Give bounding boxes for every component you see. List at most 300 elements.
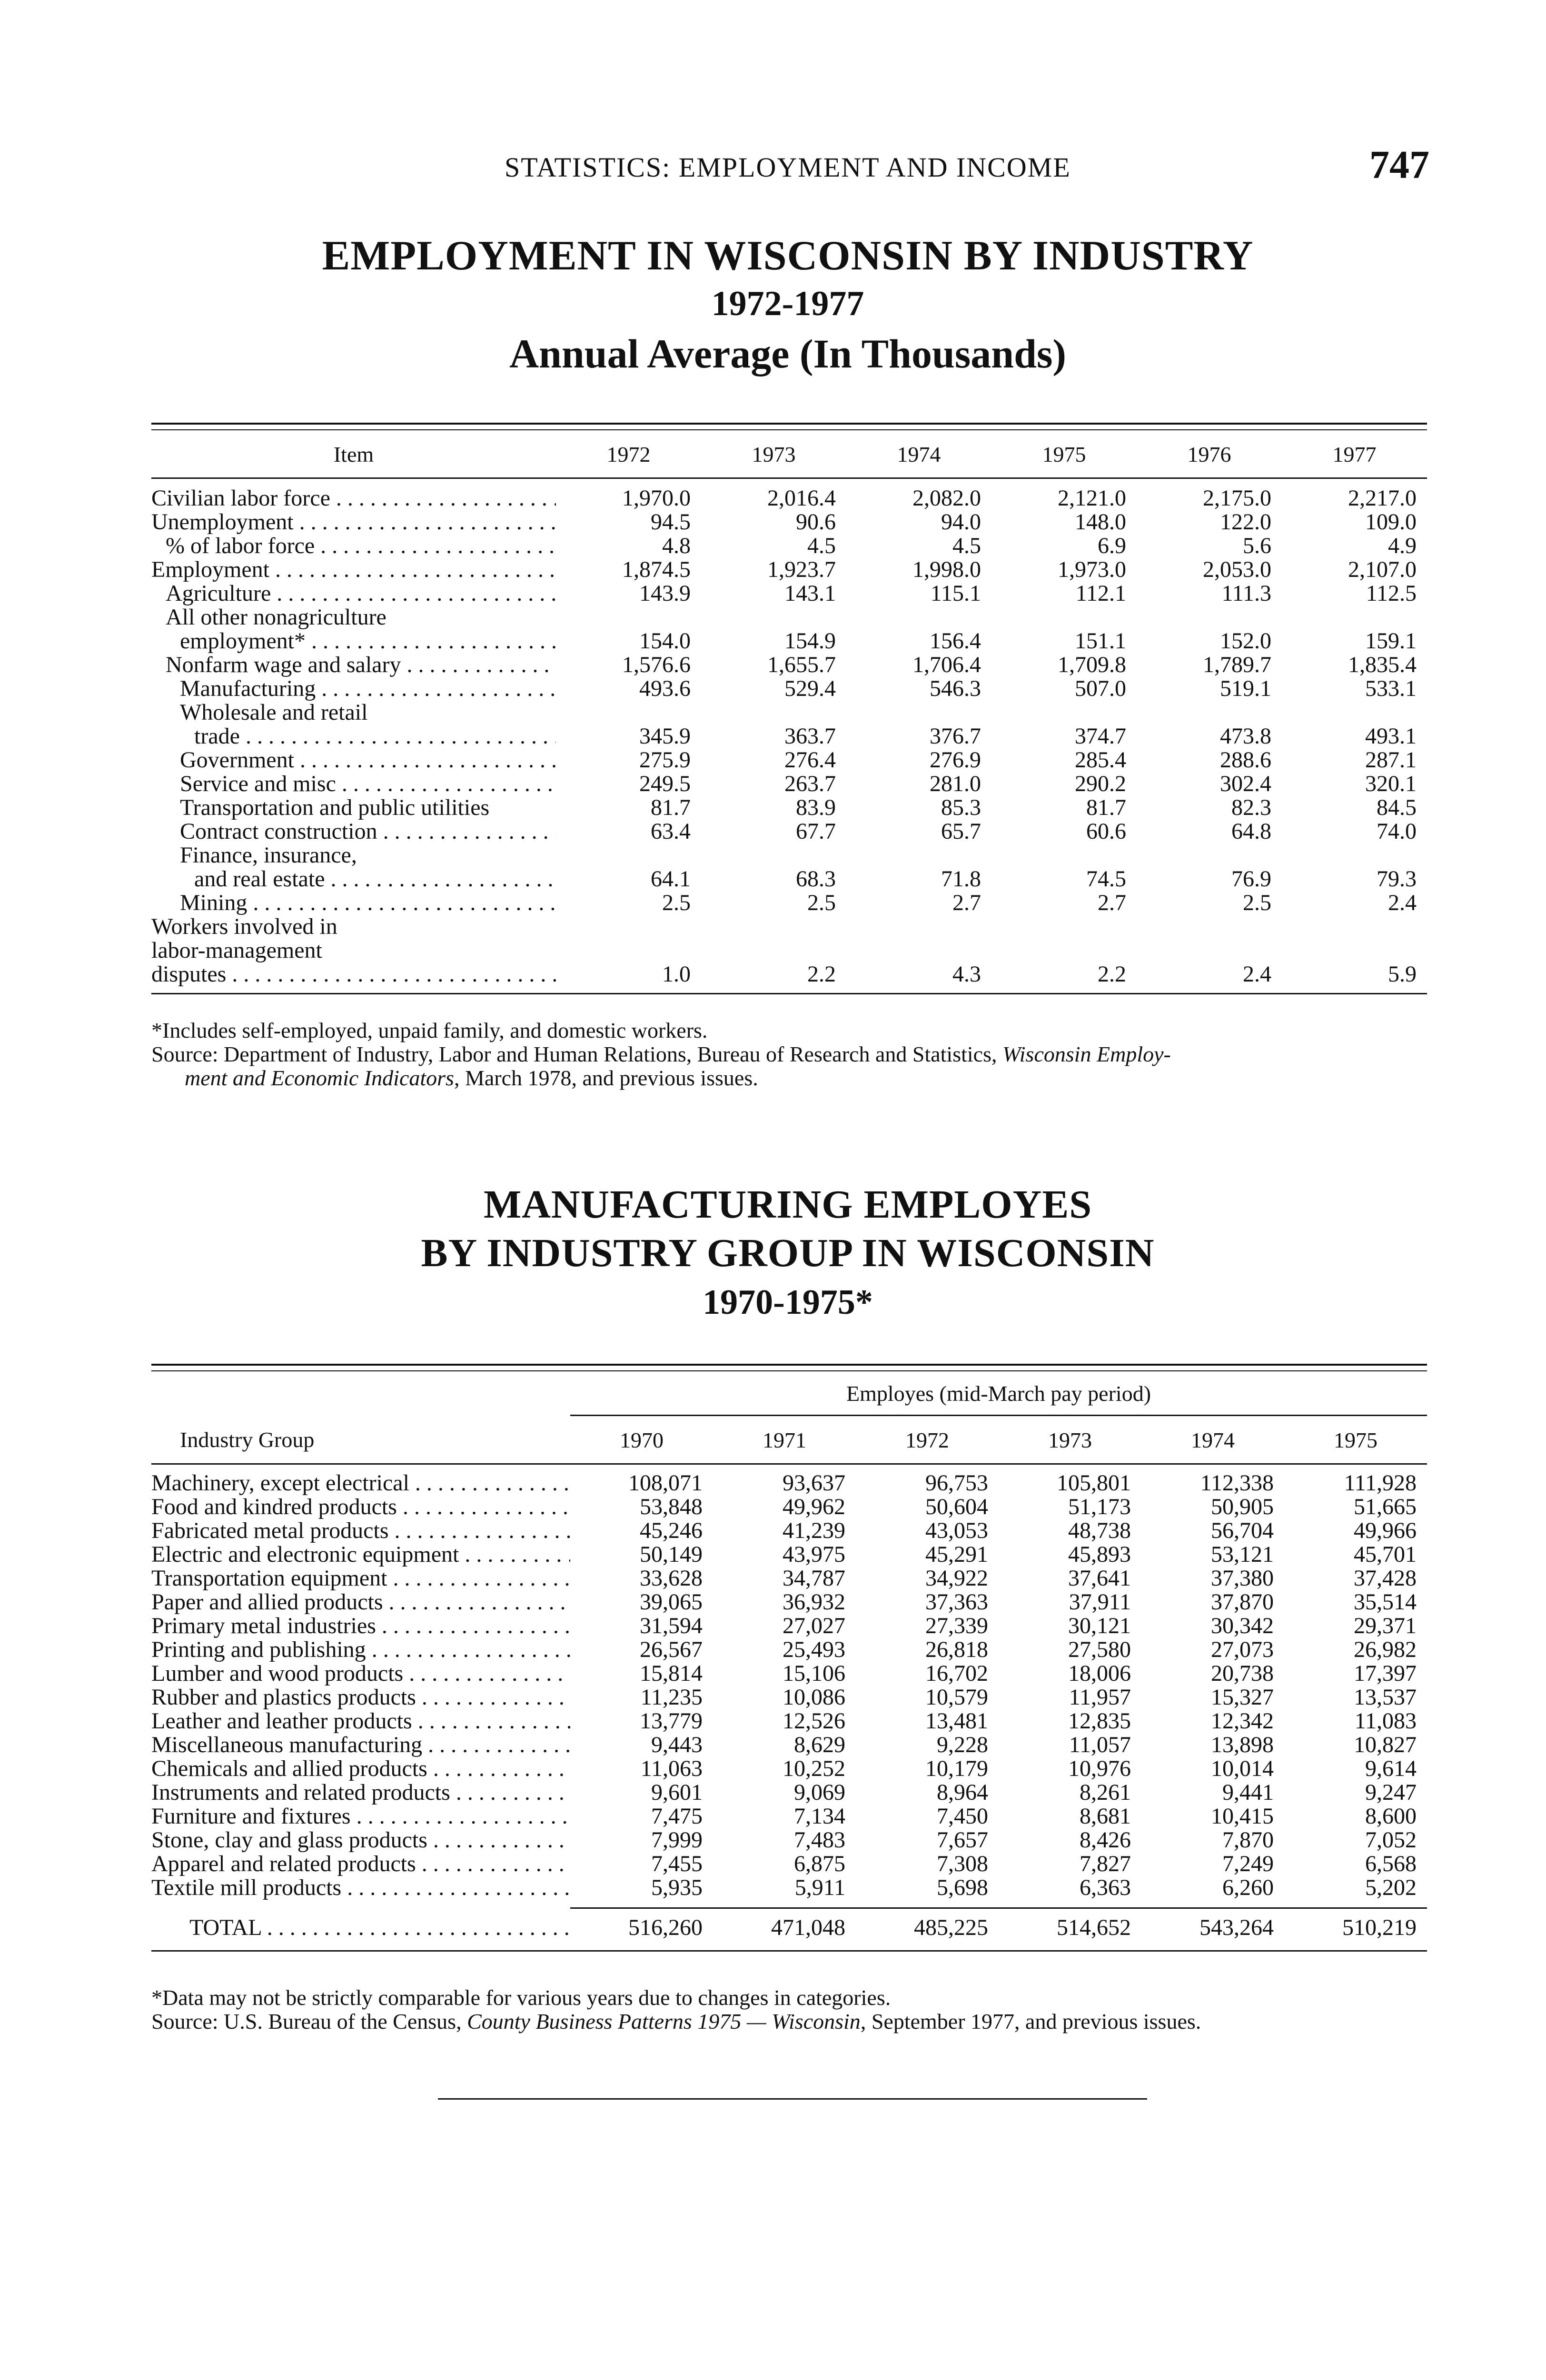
table-cell: 4.8 xyxy=(662,533,691,558)
table-cell: 2.2 xyxy=(1098,962,1126,987)
table-cell: 64.8 xyxy=(1231,819,1271,844)
table2-col-industry: Industry Group xyxy=(180,1428,315,1452)
table-cell: 56,704 xyxy=(1211,1518,1274,1543)
table-cell: 6,875 xyxy=(794,1851,845,1876)
table-cell: 43,053 xyxy=(925,1518,988,1543)
row-label-text xyxy=(180,796,556,820)
row-label-cell xyxy=(151,1876,570,1900)
table-cell: 2.7 xyxy=(952,890,981,915)
row-label-text xyxy=(180,677,556,701)
table-cell xyxy=(556,915,701,939)
row-label-cell xyxy=(151,677,556,701)
row-label-cell xyxy=(151,1781,570,1805)
table-row xyxy=(151,748,1427,772)
table-cell xyxy=(991,843,1137,867)
table-cell: 2.5 xyxy=(807,890,836,915)
table1-col-item: Item xyxy=(333,442,374,466)
row-label-text xyxy=(151,1733,570,1757)
table-cell: 7,450 xyxy=(937,1804,988,1829)
table-cell: 5,698 xyxy=(937,1875,988,1900)
table-cell: 49,966 xyxy=(1354,1518,1417,1543)
table-cell: 33,628 xyxy=(640,1566,703,1591)
table-cell: 112.1 xyxy=(1075,581,1126,606)
table-cell: 1,874.5 xyxy=(622,557,691,582)
total-label-cell xyxy=(151,1914,570,1941)
table-cell: 37,641 xyxy=(1068,1566,1131,1591)
table-cell: 94.0 xyxy=(941,509,981,535)
table-cell: 13,481 xyxy=(925,1708,988,1734)
table-cell: 11,063 xyxy=(640,1756,703,1781)
table-cell: 7,657 xyxy=(937,1827,988,1853)
row-label-text xyxy=(189,1914,570,1941)
row-label-text xyxy=(180,820,556,843)
table-row xyxy=(151,1733,1427,1757)
table-cell: 50,905 xyxy=(1211,1494,1274,1519)
table-cell: 159.1 xyxy=(1365,628,1417,654)
table-cell: 5,935 xyxy=(651,1875,703,1900)
table-cell: 493.1 xyxy=(1365,724,1417,749)
table-cell xyxy=(1282,701,1427,724)
table-cell: 112,338 xyxy=(1200,1470,1274,1496)
table1-bottom-rule xyxy=(151,993,1427,994)
table-cell: 8,600 xyxy=(1365,1804,1417,1829)
row-label-cell xyxy=(151,701,556,724)
table2-col-year: 1973 xyxy=(1048,1428,1092,1452)
table-cell: 34,922 xyxy=(925,1566,988,1591)
table-cell xyxy=(701,843,846,867)
table-row xyxy=(151,796,1427,820)
row-label: Paper and allied products xyxy=(151,1590,383,1614)
table-row xyxy=(151,962,1427,986)
table-cell: 37,380 xyxy=(1211,1566,1274,1591)
row-label-text xyxy=(194,867,556,891)
row-label-cell xyxy=(151,867,556,891)
row-label-cell xyxy=(151,772,556,796)
row-label-cell xyxy=(151,1590,570,1614)
table-cell: 285.4 xyxy=(1075,747,1126,773)
table-cell: 109.0 xyxy=(1365,509,1417,535)
table-cell: 115.1 xyxy=(930,581,981,606)
table-cell: 37,428 xyxy=(1354,1566,1417,1591)
row-label-text xyxy=(151,962,556,986)
table-cell: 8,629 xyxy=(794,1732,845,1757)
table-cell xyxy=(701,915,846,939)
row-label-cell xyxy=(151,605,556,629)
row-label: disputes xyxy=(151,962,227,986)
table-cell: 82.3 xyxy=(1231,795,1271,820)
row-label-text xyxy=(151,1709,570,1733)
table2-header xyxy=(151,1371,1427,1463)
row-label-cell xyxy=(151,1567,570,1590)
row-label-cell xyxy=(151,962,556,986)
table-row xyxy=(151,629,1427,653)
table2-footnotes xyxy=(151,1986,1427,2033)
row-label: Primary metal industries xyxy=(151,1614,376,1638)
row-label: Miscellaneous manufacturing xyxy=(151,1733,423,1757)
table-cell: 7,870 xyxy=(1222,1827,1274,1853)
table-cell: 53,848 xyxy=(640,1494,703,1519)
row-label-cell xyxy=(151,1852,570,1876)
row-label-text xyxy=(166,605,556,629)
table-cell: 345.9 xyxy=(639,724,691,749)
table-row xyxy=(151,1495,1427,1519)
table-row xyxy=(151,486,1427,510)
table-cell: 11,057 xyxy=(1069,1732,1131,1757)
table-row xyxy=(151,653,1427,677)
table-cell: 10,976 xyxy=(1068,1756,1131,1781)
table-cell: 546.3 xyxy=(930,676,981,701)
table-cell: 93,637 xyxy=(783,1470,845,1496)
total-cell: 543,264 xyxy=(1199,1915,1274,1940)
row-label: Wholesale and retail xyxy=(180,701,368,724)
table-cell: 2,082.0 xyxy=(912,486,981,511)
table-cell: 11,083 xyxy=(1354,1708,1417,1734)
table-cell: 2.4 xyxy=(1243,962,1271,987)
table-cell: 27,027 xyxy=(783,1613,845,1638)
table-cell: 5,911 xyxy=(794,1875,845,1900)
table-cell: 79.3 xyxy=(1377,866,1417,892)
table1 xyxy=(151,423,1427,994)
row-label: Government xyxy=(180,748,294,772)
row-label-text xyxy=(151,1638,570,1662)
row-label-cell xyxy=(151,653,556,677)
table-cell: 7,249 xyxy=(1222,1851,1274,1876)
row-label: Rubber and plastics products xyxy=(151,1686,416,1709)
row-label: Textile mill products xyxy=(151,1876,342,1900)
table-cell: 2.5 xyxy=(1243,890,1271,915)
row-label: Machinery, except electrical xyxy=(151,1471,409,1495)
table2-header-rule xyxy=(151,1463,1427,1465)
row-label-text xyxy=(180,701,556,724)
total-cell: 510,219 xyxy=(1342,1915,1417,1940)
table-row xyxy=(151,724,1427,748)
row-label: Transportation equipment xyxy=(151,1567,387,1590)
total-cell: 471,048 xyxy=(771,1915,845,1940)
table1-col-year: 1975 xyxy=(1042,442,1086,466)
table-cell: 2,016.4 xyxy=(767,486,836,511)
table1-col-year: 1972 xyxy=(606,442,651,466)
table-cell xyxy=(991,701,1137,724)
table-cell: 493.6 xyxy=(639,676,691,701)
table-cell: 74.0 xyxy=(1377,819,1417,844)
row-label-cell xyxy=(151,1638,570,1662)
table-cell: 51,665 xyxy=(1354,1494,1417,1519)
table-cell xyxy=(1282,605,1427,629)
row-label-text xyxy=(180,772,556,796)
row-label: Fabricated metal products xyxy=(151,1519,389,1543)
table-cell xyxy=(1282,915,1427,939)
table-cell xyxy=(846,915,991,939)
table-cell: 13,898 xyxy=(1211,1732,1274,1757)
table-cell: 26,567 xyxy=(640,1637,703,1662)
table-row xyxy=(151,558,1427,582)
table-cell xyxy=(1137,843,1282,867)
table-cell: 74.5 xyxy=(1086,866,1126,892)
table-cell: 1,655.7 xyxy=(767,652,836,677)
table1-footnotes xyxy=(151,1019,1427,1090)
table-row xyxy=(151,1805,1427,1828)
table-cell: 1,706.4 xyxy=(912,652,981,677)
table1-years: 1972-1977 xyxy=(711,284,864,323)
table-cell: 281.0 xyxy=(930,771,981,796)
table-cell xyxy=(846,939,991,962)
table-cell: 2,175.0 xyxy=(1203,486,1271,511)
table-cell: 2.7 xyxy=(1098,890,1126,915)
table-cell xyxy=(991,605,1137,629)
table-cell xyxy=(1137,605,1282,629)
row-label-text xyxy=(151,1543,570,1567)
table-cell: 9,247 xyxy=(1365,1780,1417,1805)
table-cell: 7,475 xyxy=(651,1804,703,1829)
row-label-text xyxy=(151,1519,570,1543)
row-label: Transportation and public utilities xyxy=(180,796,490,820)
table1-source-cont: ment and Economic Indicators, March 1978, and previous issues. xyxy=(185,1066,758,1090)
table2-source: Source: U.S. Bureau of the Census, County Business Patterns 1975 — Wisconsin, September 1977, and previous issues. xyxy=(151,2009,1201,2033)
total-cell: 485,225 xyxy=(914,1915,988,1940)
table-row xyxy=(151,1781,1427,1805)
table-cell xyxy=(556,843,701,867)
table-cell: 2,217.0 xyxy=(1348,486,1417,511)
table-cell: 2,107.0 xyxy=(1348,557,1417,582)
row-label: Service and misc xyxy=(180,772,336,796)
table-cell xyxy=(1137,915,1282,939)
table-cell: 10,252 xyxy=(783,1756,845,1781)
row-label-cell xyxy=(151,820,556,843)
table-cell: 16,702 xyxy=(925,1661,988,1686)
row-label-text xyxy=(151,1828,570,1852)
row-label-text xyxy=(180,748,556,772)
table-cell xyxy=(1137,701,1282,724)
table-cell: 10,179 xyxy=(925,1756,988,1781)
table-cell: 10,415 xyxy=(1211,1804,1274,1829)
table-cell: 1,970.0 xyxy=(622,486,691,511)
table-cell: 64.1 xyxy=(651,866,691,892)
table1-header-rule xyxy=(151,477,1427,479)
table-row xyxy=(151,582,1427,605)
table-row xyxy=(151,1590,1427,1614)
table2-col-year: 1972 xyxy=(905,1428,949,1452)
table-cell: 6.9 xyxy=(1098,533,1126,558)
table-cell: 15,814 xyxy=(640,1661,703,1686)
row-label-text xyxy=(151,558,556,582)
row-label-text xyxy=(151,1590,570,1614)
table-cell: 37,363 xyxy=(925,1589,988,1615)
table2-title-line1: MANUFACTURING EMPLOYES xyxy=(483,1182,1092,1227)
table-cell: 41,239 xyxy=(783,1518,845,1543)
table2-total-rule xyxy=(570,1907,1427,1909)
table-cell: 7,827 xyxy=(1080,1851,1131,1876)
row-label: trade xyxy=(194,724,240,748)
table-cell: 12,342 xyxy=(1211,1708,1274,1734)
table-cell: 37,911 xyxy=(1069,1589,1131,1615)
table-cell: 27,580 xyxy=(1068,1637,1131,1662)
table1-header xyxy=(151,430,1427,477)
table-cell: 263.7 xyxy=(784,771,836,796)
closing-rule xyxy=(438,2098,1147,2100)
row-label-cell xyxy=(151,1495,570,1519)
row-label-text xyxy=(180,843,556,867)
table-cell xyxy=(846,843,991,867)
table-cell: 39,065 xyxy=(640,1589,703,1615)
table-cell: 5.6 xyxy=(1243,533,1271,558)
row-label-cell xyxy=(151,1519,570,1543)
row-label-text xyxy=(180,629,556,653)
table-cell: 10,579 xyxy=(925,1685,988,1710)
row-label: Apparel and related products xyxy=(151,1852,416,1876)
table-cell: 7,455 xyxy=(651,1851,703,1876)
table-cell: 111.3 xyxy=(1221,581,1271,606)
table-cell: 45,701 xyxy=(1354,1542,1417,1567)
row-label: Nonfarm wage and salary xyxy=(166,653,401,677)
table-cell: 10,086 xyxy=(783,1685,845,1710)
table-cell: 143.1 xyxy=(784,581,836,606)
table-cell: 48,738 xyxy=(1068,1518,1131,1543)
table-cell xyxy=(1137,939,1282,962)
table-cell: 275.9 xyxy=(639,747,691,773)
row-label-cell xyxy=(151,939,556,962)
table2-col-year: 1970 xyxy=(620,1428,664,1452)
table2-title-block xyxy=(148,1180,1428,1327)
table-cell xyxy=(556,605,701,629)
table-cell: 148.0 xyxy=(1075,509,1126,535)
table-cell: 27,073 xyxy=(1211,1637,1274,1662)
table-row xyxy=(151,677,1427,701)
row-label: Stone, clay and glass products xyxy=(151,1828,427,1852)
table-cell: 2.4 xyxy=(1388,890,1417,915)
table-cell: 473.8 xyxy=(1220,724,1271,749)
table1-source: Source: Department of Industry, Labor and Human Relations, Bureau of Research and Statistics, Wisconsin Employ- xyxy=(151,1042,1171,1066)
table-row xyxy=(151,1567,1427,1590)
table-row xyxy=(151,1709,1427,1733)
row-label-cell xyxy=(151,1733,570,1757)
table-cell: 108,071 xyxy=(628,1470,703,1496)
table-cell: 112.5 xyxy=(1366,581,1417,606)
row-label-text xyxy=(151,1614,570,1638)
row-label-cell xyxy=(151,891,556,915)
table-cell: 9,441 xyxy=(1222,1780,1274,1805)
row-label-text xyxy=(151,1805,570,1828)
row-label: Civilian labor force xyxy=(151,486,330,510)
table-cell: 363.7 xyxy=(784,724,836,749)
table-cell: 13,779 xyxy=(640,1708,703,1734)
table2-top-rule xyxy=(151,1364,1427,1371)
row-label-cell xyxy=(151,582,556,605)
table-row xyxy=(151,891,1427,915)
table-cell: 43,975 xyxy=(783,1542,845,1567)
total-cell: 516,260 xyxy=(628,1915,703,1940)
table-cell: 49,962 xyxy=(783,1494,845,1519)
table-cell: 37,870 xyxy=(1211,1589,1274,1615)
table-cell: 288.6 xyxy=(1220,747,1271,773)
table-cell: 27,339 xyxy=(925,1613,988,1638)
row-label-text xyxy=(166,582,556,605)
table-cell xyxy=(701,701,846,724)
table-row xyxy=(151,1876,1427,1900)
table-cell: 85.3 xyxy=(941,795,981,820)
table-cell: 8,261 xyxy=(1080,1780,1131,1805)
table-cell: 111,928 xyxy=(1344,1470,1417,1496)
table2-footnote: *Data may not be strictly comparable for various years due to changes in categories. xyxy=(151,1985,891,2010)
table2-years: 1970-1975* xyxy=(703,1283,873,1322)
table-row xyxy=(151,1614,1427,1638)
table-cell: 90.6 xyxy=(796,509,836,535)
table-cell xyxy=(846,605,991,629)
table-cell: 7,999 xyxy=(651,1827,703,1853)
table1-footnote: *Includes self-employed, unpaid family, and domestic workers. xyxy=(151,1018,708,1042)
table-row xyxy=(151,1852,1427,1876)
row-label-cell xyxy=(151,1614,570,1638)
table-row xyxy=(151,1519,1427,1543)
row-label-cell xyxy=(151,796,556,820)
table-row xyxy=(151,1638,1427,1662)
table-cell: 65.7 xyxy=(941,819,981,844)
table-cell: 94.5 xyxy=(651,509,691,535)
table-cell: 13,537 xyxy=(1354,1685,1417,1710)
table-cell: 11,235 xyxy=(640,1685,703,1710)
table-cell: 154.9 xyxy=(784,628,836,654)
table-cell: 249.5 xyxy=(639,771,691,796)
table-cell: 84.5 xyxy=(1377,795,1417,820)
table-cell: 519.1 xyxy=(1220,676,1271,701)
row-label-text xyxy=(151,939,556,962)
row-label-cell xyxy=(151,1543,570,1567)
row-label-text xyxy=(151,1662,570,1686)
row-label: Unemployment xyxy=(151,510,294,534)
table-cell: 81.7 xyxy=(651,795,691,820)
table-cell: 5.9 xyxy=(1388,962,1417,987)
row-label: labor-management xyxy=(151,939,322,962)
table-cell: 7,308 xyxy=(937,1851,988,1876)
table-cell: 154.0 xyxy=(639,628,691,654)
table-cell: 4.5 xyxy=(807,533,836,558)
table-cell: 51,173 xyxy=(1068,1494,1131,1519)
table1-title-block xyxy=(148,232,1428,380)
table-cell: 68.3 xyxy=(796,866,836,892)
table-cell: 8,681 xyxy=(1080,1804,1131,1829)
row-label-cell xyxy=(151,1709,570,1733)
table-row xyxy=(151,915,1427,939)
table-row xyxy=(151,1686,1427,1709)
table-row xyxy=(151,1662,1427,1686)
row-label: TOTAL xyxy=(189,1915,261,1940)
row-label: Mining xyxy=(180,891,248,915)
table-cell: 67.7 xyxy=(796,819,836,844)
table-cell: 45,246 xyxy=(640,1518,703,1543)
table-cell xyxy=(991,915,1137,939)
table2-col-year: 1974 xyxy=(1191,1428,1235,1452)
table-cell: 1,789.7 xyxy=(1203,652,1271,677)
table-row xyxy=(151,1757,1427,1781)
table-cell: 1,835.4 xyxy=(1348,652,1417,677)
table1-title: EMPLOYMENT IN WISCONSIN BY INDUSTRY xyxy=(322,233,1254,279)
table-cell: 71.8 xyxy=(941,866,981,892)
table-cell: 15,327 xyxy=(1211,1685,1274,1710)
table2 xyxy=(151,1364,1427,1952)
row-label: employment* xyxy=(180,629,306,653)
row-label-cell xyxy=(151,558,556,582)
row-label-text xyxy=(194,724,556,748)
table-row xyxy=(151,1471,1427,1495)
table-cell: 8,964 xyxy=(937,1780,988,1805)
running-head: STATISTICS: EMPLOYMENT AND INCOME xyxy=(505,152,1071,183)
table-row xyxy=(151,510,1427,534)
row-label-text xyxy=(151,510,556,534)
table-cell xyxy=(1282,843,1427,867)
table-cell: 7,134 xyxy=(794,1804,845,1829)
table-cell: 34,787 xyxy=(783,1566,845,1591)
table-row xyxy=(151,1828,1427,1852)
row-label: Chemicals and allied products xyxy=(151,1757,427,1781)
